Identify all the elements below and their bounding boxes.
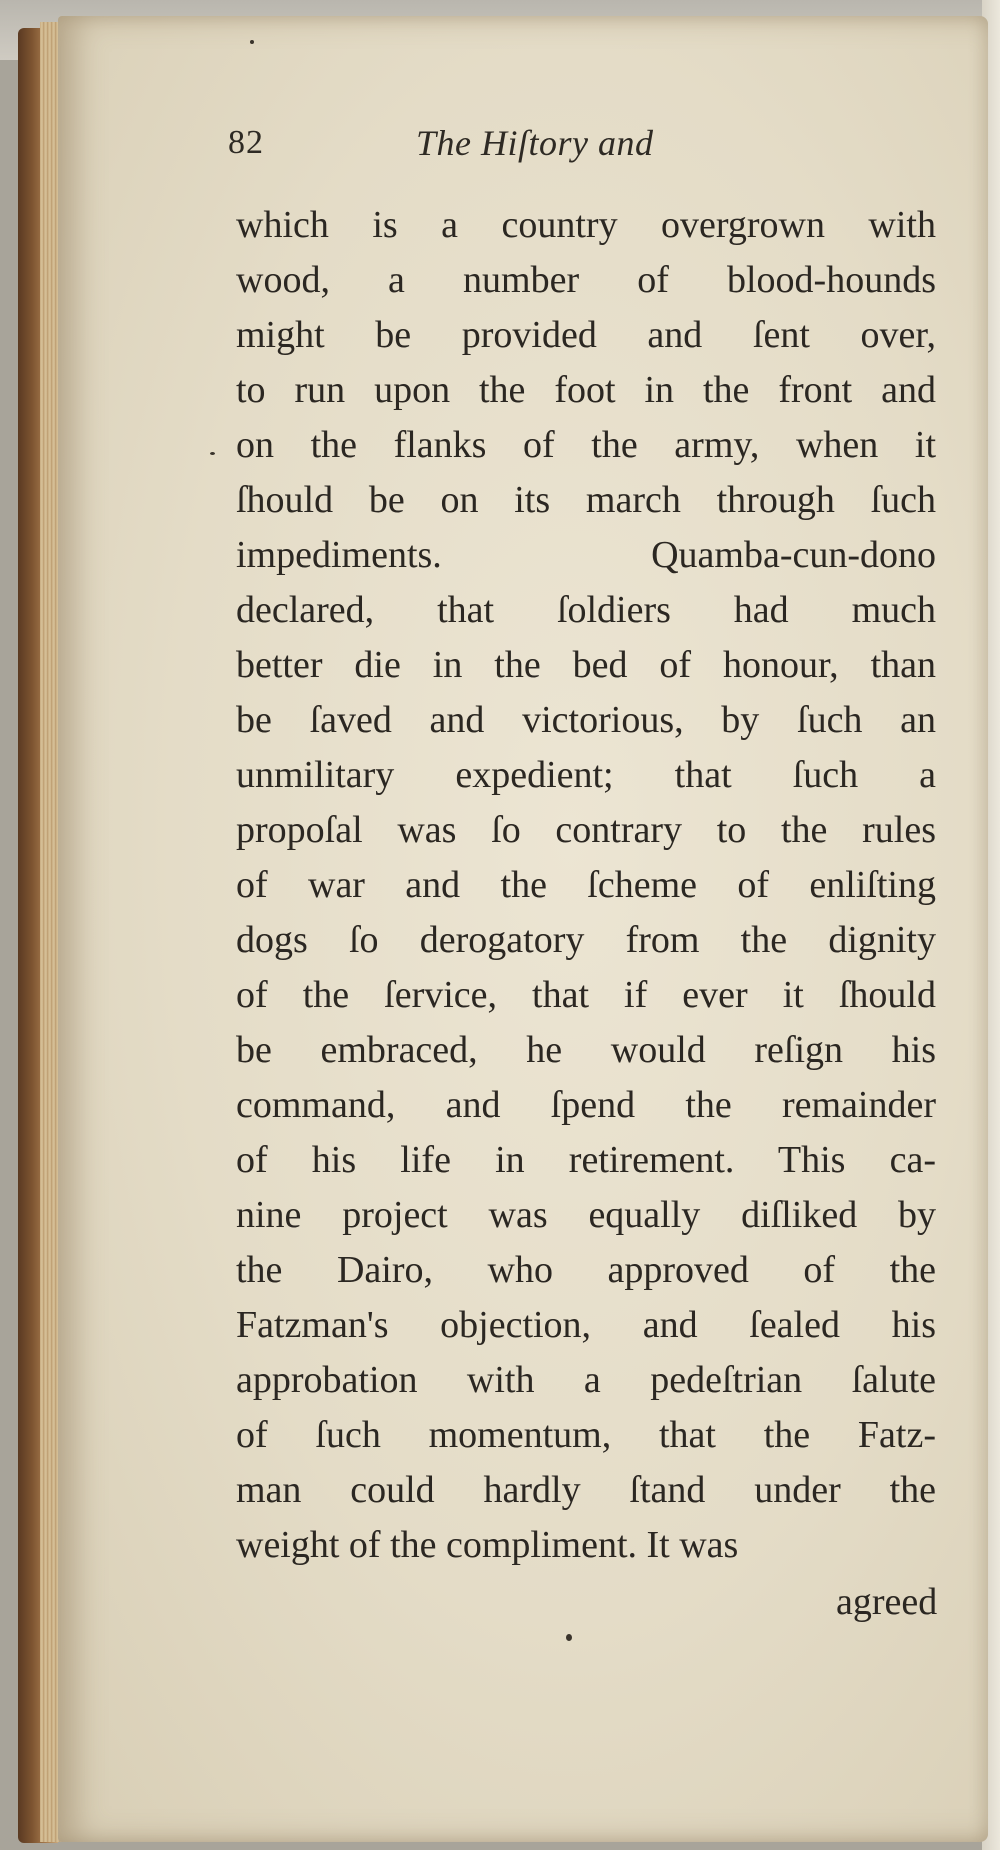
text-line: on the flanks of the army, when it bbox=[236, 424, 936, 466]
paper-speck bbox=[210, 452, 215, 455]
text-line: of the ſervice, that if ever it ſhould bbox=[236, 974, 936, 1016]
text-line: be embraced, he would reſign his bbox=[236, 1029, 936, 1071]
page-header bbox=[228, 118, 788, 178]
body-text bbox=[236, 198, 936, 1573]
text-line: man could hardly ſtand under the bbox=[236, 1469, 936, 1511]
catchword: agreed bbox=[836, 1581, 938, 1623]
text-line: command, and ſpend the remainder bbox=[236, 1084, 936, 1126]
paper-speck bbox=[566, 1634, 572, 1641]
text-line: impediments. Quamba-cun-dono bbox=[236, 534, 936, 576]
text-line: better die in the bed of honour, than bbox=[236, 644, 936, 686]
text-line: of war and the ſcheme of enliſting bbox=[236, 864, 936, 906]
text-line: approbation with a pedeſtrian ſalute bbox=[236, 1359, 936, 1401]
text-line: unmilitary expedient; that ſuch a bbox=[236, 754, 936, 796]
text-line: declared, that ſoldiers had much bbox=[236, 589, 936, 631]
text-line: might be provided and ſent over, bbox=[236, 314, 936, 356]
text-line: weight of the compliment. It was bbox=[236, 1524, 739, 1566]
page-number: 82 bbox=[228, 124, 264, 161]
text-line: wood, a number of blood-hounds bbox=[236, 259, 936, 301]
text-line: of his life in retirement. This ca- bbox=[236, 1139, 936, 1181]
text-line: propoſal was ſo contrary to the rules bbox=[236, 809, 936, 851]
text-line: which is a country overgrown with bbox=[236, 204, 936, 246]
text-line: be ſaved and victorious, by ſuch an bbox=[236, 699, 936, 741]
text-line: of ſuch momentum, that the Fatz- bbox=[236, 1414, 936, 1456]
text-line: Fatzman's objection, and ſealed his bbox=[236, 1304, 936, 1346]
text-line: nine project was equally diſliked by bbox=[236, 1194, 936, 1236]
text-line: to run upon the foot in the front and bbox=[236, 369, 936, 411]
text-line: the Dairo, who approved of the bbox=[236, 1249, 936, 1291]
text-line: ſhould be on its march through ſuch bbox=[236, 479, 936, 521]
paper-speck bbox=[250, 40, 254, 44]
running-head: The Hiſtory and bbox=[416, 123, 654, 163]
text-line: dogs ſo derogatory from the dignity bbox=[236, 919, 936, 961]
